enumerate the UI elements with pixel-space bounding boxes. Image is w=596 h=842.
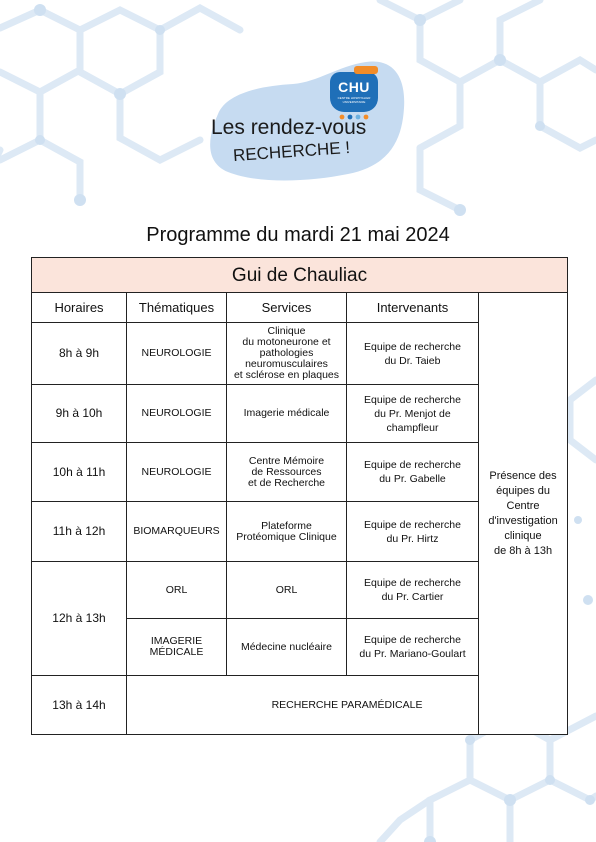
speaker-line: du Pr. Menjot de — [374, 407, 451, 420]
speaker-line: Equipe de recherche — [364, 393, 461, 406]
theme-line: MÉDICALE — [149, 646, 204, 658]
side-note-line: clinique — [504, 529, 542, 542]
speaker-line: champfleur — [386, 421, 439, 434]
time-cell: 9h à 10h — [32, 385, 127, 443]
service-line: Clinique — [267, 325, 306, 337]
service-line: neuromusculaires — [245, 358, 328, 370]
event-title-line1: Les rendez-vous — [211, 116, 367, 139]
table-row — [32, 676, 568, 735]
time-cell: 11h à 12h — [32, 502, 127, 562]
side-note-line: d'investigation — [488, 514, 558, 527]
chu-logo — [330, 72, 378, 112]
speaker-line: du Pr. Gabelle — [379, 473, 446, 485]
service-line: Imagerie médicale — [243, 407, 330, 419]
speaker-cell — [347, 562, 479, 619]
side-note-line: Présence des — [489, 469, 557, 482]
side-note-line: de 8h à 13h — [493, 544, 553, 557]
column-header-intervenants: Intervenants — [347, 293, 479, 323]
chu-logo-tag — [354, 66, 378, 74]
speaker-cell — [347, 502, 479, 562]
time-cell: 13h à 14h — [32, 676, 127, 735]
service-cell — [227, 443, 347, 502]
speaker-line: du Pr. Mariano-Goulart — [359, 648, 466, 660]
service-line: et de Recherche — [247, 476, 326, 489]
speaker-line: Equipe de recherche — [364, 634, 461, 646]
service-line: pathologies — [259, 347, 314, 359]
service-line: et sclérose en plaques — [233, 369, 340, 381]
speaker-cell — [347, 619, 479, 676]
speaker-cell — [347, 385, 479, 443]
service-cell — [227, 502, 347, 562]
service-cell — [227, 323, 347, 385]
service-line: du motoneurone et — [242, 336, 331, 348]
venue-name: Gui de Chauliac — [32, 258, 568, 293]
chu-logo-brand: CHU — [338, 79, 370, 95]
side-note-line: Centre — [506, 499, 540, 512]
speaker-line: Equipe de recherche — [364, 577, 461, 589]
speaker-cell — [347, 323, 479, 385]
side-note-line: équipes du — [496, 484, 550, 497]
speaker-line: du Pr. Hirtz — [386, 532, 439, 545]
speaker-line: du Pr. Cartier — [381, 591, 444, 603]
speaker-line: Equipe de recherche — [364, 459, 461, 471]
event-title-line2: RECHERCHE ! — [232, 137, 351, 166]
column-header-horaires: Horaires — [32, 293, 127, 323]
service-line: de Ressources — [251, 465, 322, 478]
chu-logo-subtitle: CENTRE HOSPITALIER UNIVERSITAIRE — [337, 96, 371, 104]
page-heading: Programme du mardi 21 mai 2024 — [146, 224, 450, 246]
theme-cell: ORL — [127, 562, 227, 619]
service-line: Centre Mémoire — [248, 454, 325, 467]
time-cell: 12h à 13h — [32, 562, 127, 676]
speaker-line: Equipe de recherche — [364, 518, 461, 531]
speaker-line: du Dr. Taieb — [384, 354, 441, 367]
column-header-thematiques: Thématiques — [127, 293, 227, 323]
service-cell — [227, 562, 347, 619]
service-line: Protéomique Clinique — [236, 530, 337, 543]
theme-cell — [127, 619, 227, 676]
service-cell — [227, 385, 347, 443]
theme-line: IMAGERIE — [150, 635, 203, 647]
paramedical-cell: RECHERCHE PARAMÉDICALE — [127, 676, 568, 735]
theme-cell: NEUROLOGIE — [127, 385, 227, 443]
side-note-cic — [479, 293, 568, 735]
theme-cell: BIOMARQUEURS — [127, 502, 227, 562]
service-line: Plateforme — [261, 519, 312, 532]
theme-cell: NEUROLOGIE — [127, 443, 227, 502]
speaker-cell — [347, 443, 479, 502]
service-cell — [227, 619, 347, 676]
service-line: Médecine nucléaire — [240, 640, 333, 653]
column-header-services: Services — [227, 293, 347, 323]
speaker-line: Equipe de recherche — [364, 340, 461, 353]
time-cell: 8h à 9h — [32, 323, 127, 385]
service-line: ORL — [275, 583, 298, 596]
time-cell: 10h à 11h — [32, 443, 127, 502]
theme-cell: NEUROLOGIE — [127, 323, 227, 385]
schedule-table — [31, 257, 568, 735]
